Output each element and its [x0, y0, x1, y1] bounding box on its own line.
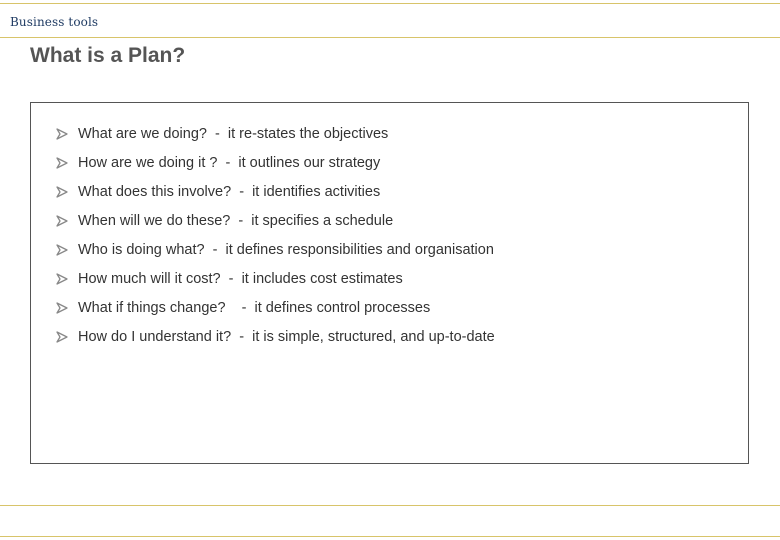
bullet-text: How do I understand it? - it is simple, structured, and up-to-date [78, 328, 495, 345]
arrow-bullet-icon [56, 331, 68, 343]
bullet-text: When will we do these? - it specifies a schedule [78, 212, 394, 229]
bullet-text: How much will it cost? - it includes cost estimates [78, 270, 403, 287]
bullet-text: How are we doing it ? - it outlines our strategy [78, 154, 381, 171]
bottom-rule [0, 536, 780, 537]
arrow-bullet-icon [56, 128, 68, 140]
arrow-bullet-icon [56, 186, 68, 198]
bullet-text: Who is doing what? - it defines responsibilities and organisation [78, 241, 494, 258]
header-rule [0, 37, 780, 38]
bullet-text: What are we doing? - it re-states the objectives [78, 125, 389, 142]
arrow-bullet-icon [56, 244, 68, 256]
list-item [56, 293, 495, 322]
bullet-text: What if things change? - it defines control processes [78, 299, 431, 316]
list-item [56, 206, 495, 235]
arrow-bullet-icon [56, 157, 68, 169]
content-box [30, 102, 749, 464]
list-item [56, 119, 495, 148]
slide-title: What is a Plan? [30, 44, 186, 67]
bullet-list [56, 119, 495, 351]
bullet-text: What does this involve? - it identifies activities [78, 183, 381, 200]
arrow-bullet-icon [56, 302, 68, 314]
arrow-bullet-icon [56, 273, 68, 285]
arrow-bullet-icon [56, 215, 68, 227]
list-item [56, 235, 495, 264]
list-item [56, 177, 495, 206]
list-item [56, 264, 495, 293]
list-item [56, 148, 495, 177]
top-rule [0, 3, 780, 4]
section-label: Business tools [10, 15, 99, 29]
footer-rule [0, 505, 780, 506]
list-item [56, 322, 495, 351]
